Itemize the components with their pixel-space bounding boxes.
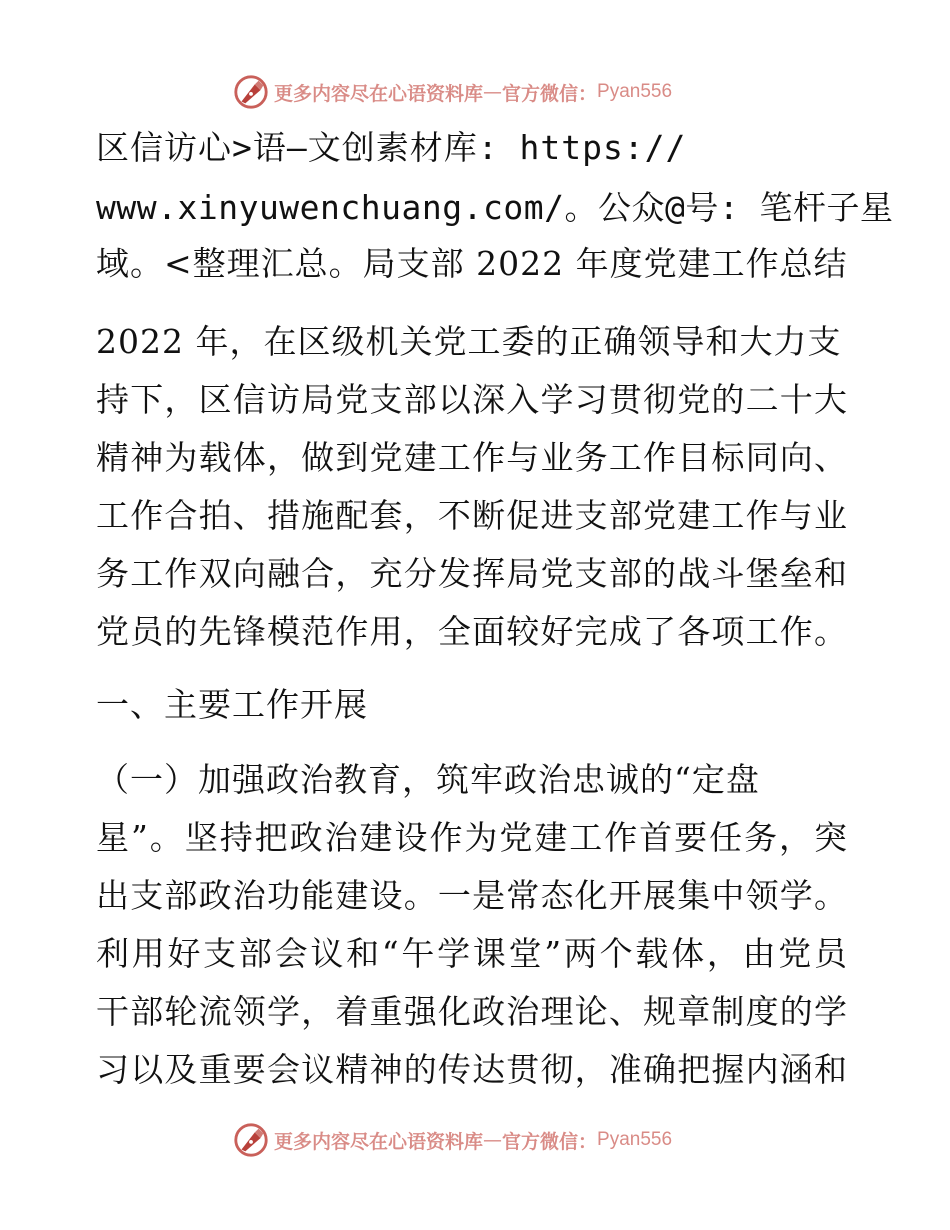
doc-line-1: 区信访心>语—文创素材库: https:// <box>96 128 687 167</box>
pen-nib-logo-icon <box>232 73 270 111</box>
doc-subheading-political-education: （一）加强政治教育，筑牢政治忠诚的“定盘 <box>96 760 760 799</box>
doc-line-13: 出支部政治功能建设。一是常态化开展集中领学。 <box>96 876 848 915</box>
doc-line-7: 工作合拍、措施配套，不断促进支部党建工作与业 <box>96 496 848 535</box>
doc-line-8: 务工作双向融合，充分发挥局党支部的战斗堡垒和 <box>96 554 848 593</box>
doc-line-14: 利用好支部会议和“午学课堂”两个载体，由党员 <box>96 934 848 973</box>
watermark-wechat-id: Pyan556 <box>597 81 673 102</box>
doc-line-5: 持下，区信访局党支部以深入学习贯彻党的二十大 <box>96 380 848 419</box>
watermark-separator: — <box>483 1129 503 1151</box>
watermark-separator: — <box>483 81 503 103</box>
doc-line-3: 域。<整理汇总。局支部 2022 年度党建工作总结 <box>96 244 848 283</box>
doc-line-16: 习以及重要会议精神的传达贯彻，准确把握内涵和 <box>96 1050 848 1089</box>
watermark-main-text: 更多内容尽在心语资料库 <box>274 82 484 105</box>
doc-line-2: www.xinyuwenchuang.com/。公众@号: 笔杆子星 <box>96 188 894 227</box>
watermark-official-label: 官方微信： <box>502 1130 598 1153</box>
doc-line-9: 党员的先锋模范作用，全面较好完成了各项工作。 <box>96 612 848 651</box>
header-watermark <box>232 72 672 112</box>
doc-line-4: 2022 年，在区级机关党工委的正确领导和大力支 <box>96 322 842 361</box>
watermark-main-text: 更多内容尽在心语资料库 <box>274 1130 484 1153</box>
watermark-official-label: 官方微信： <box>502 82 598 105</box>
doc-line-15: 干部轮流领学，着重强化政治理论、规章制度的学 <box>96 992 848 1031</box>
doc-heading-main-work: 一、主要工作开展 <box>96 685 368 724</box>
doc-line-12: 星”。坚持把政治建设作为党建工作首要任务，突 <box>96 818 848 857</box>
footer-watermark <box>232 1120 672 1160</box>
doc-line-6: 精神为载体，做到党建工作与业务工作目标同向、 <box>96 438 848 477</box>
watermark-wechat-id: Pyan556 <box>597 1129 673 1150</box>
pen-nib-logo-icon <box>232 1121 270 1159</box>
